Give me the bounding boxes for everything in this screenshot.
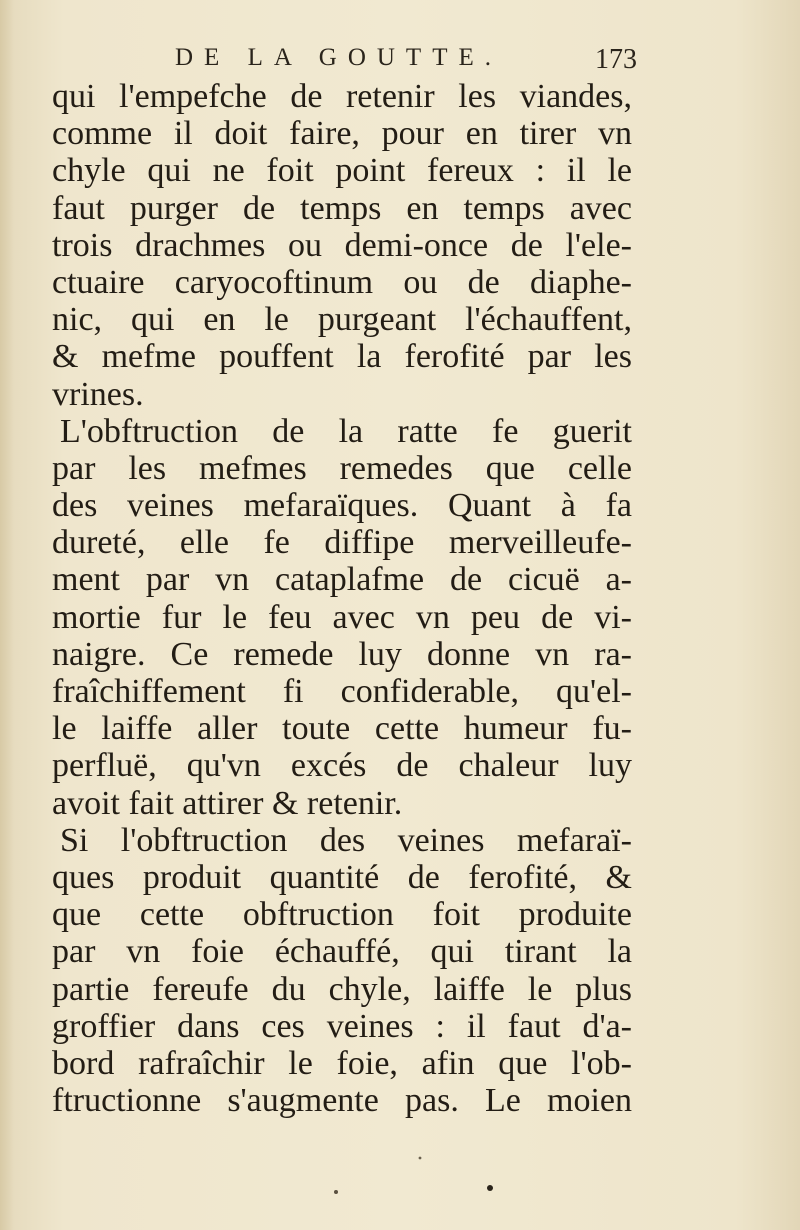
- page-number: 173: [595, 44, 637, 75]
- ink-speck: [334, 1190, 338, 1194]
- text-line: par vn foie échauffé, qui tirant la: [52, 933, 632, 971]
- ink-speck: [487, 1185, 493, 1191]
- paragraph-start-line: Si l'obftruction des veines mefaraï-: [60, 821, 632, 859]
- text-line: avoit fait attirer & retenir.: [52, 784, 403, 822]
- text-line: qui l'empefche de retenir les viandes,: [52, 78, 632, 115]
- text-line: ques produit quantité de ferofité, &: [52, 858, 632, 896]
- text-line: groffier dans ces veines : il faut d'a-: [52, 1007, 632, 1045]
- text-line: partie fereufe du chyle, laiffe le plus: [52, 970, 632, 1008]
- text-line: chyle qui ne foit point fereux : il le: [52, 152, 632, 190]
- text-line: par les mefmes remedes que celle: [52, 449, 632, 487]
- text-line: trois drachmes ou demi-once de l'ele-: [52, 226, 632, 264]
- text-line: des veines mefaraïques. Quant à fa: [52, 487, 632, 525]
- text-line: comme il doit faire, pour en tirer vn: [52, 115, 632, 153]
- text-line: ftructionne s'augmente pas. Le moien: [52, 1082, 632, 1120]
- text-line: faut purger de temps en temps avec: [52, 189, 632, 227]
- text-line: nic, qui en le purgeant l'échauffent,: [52, 301, 632, 339]
- text-line: bord rafraîchir le foie, afin que l'ob-: [52, 1044, 632, 1082]
- text-line: fraîchiffement fi confiderable, qu'el-: [52, 673, 632, 710]
- text-line: le laiffe aller toute cette humeur fu-: [52, 710, 632, 748]
- page-gutter-shadow: [0, 0, 14, 1230]
- text-line: dureté, elle fe diffipe merveilleufe-: [52, 524, 632, 562]
- text-line: que cette obftruction foit produite: [52, 896, 632, 934]
- running-title: DE LA GOUTTE.: [175, 44, 502, 71]
- text-line: ctuaire caryocoftinum ou de diaphe-: [52, 263, 632, 301]
- text-line: ment par vn cataplafme de cicuë a-: [52, 561, 632, 599]
- text-line: vrines.: [52, 375, 144, 413]
- ink-speck: [419, 1157, 422, 1160]
- body-text: [52, 78, 632, 1119]
- text-line: & mefme pouffent la ferofité par les: [52, 338, 632, 376]
- text-line: perfluë, qu'vn excés de chaleur luy: [52, 747, 632, 785]
- text-line: naigre. Ce remede luy donne vn ra-: [52, 635, 632, 673]
- paragraph-start-line: L'obftruction de la ratte fe guerit: [60, 412, 632, 450]
- text-line: mortie fur le feu avec vn peu de vi-: [52, 598, 632, 636]
